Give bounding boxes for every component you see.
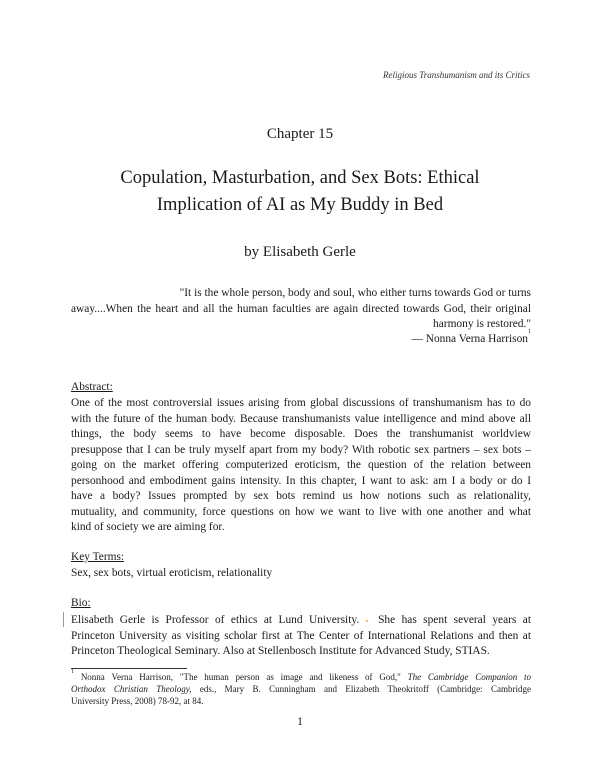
- running-header: Religious Transhumanism and its Critics: [382, 70, 530, 80]
- footnote-line: [71, 684, 531, 695]
- byline: by Elisabeth Gerle: [244, 244, 356, 260]
- abstract-line: personhood and embodiment gains intensity. In this chapter, I want to ask: am I a body or do I: [71, 474, 531, 487]
- key-terms-text: Sex, sex bots, virtual eroticism, relationality: [71, 567, 273, 579]
- abstract-line: things, the body seems to have become disposable. Does the transhumanist worldview: [71, 428, 531, 440]
- chapter-title-line-1: Copulation, Masturbation, and Sex Bots: Ethical: [120, 168, 480, 188]
- footnote-separator: [71, 668, 187, 669]
- bio-line: Princeton University as visiting scholar first at The Center of International Relations and then at: [71, 630, 531, 642]
- page-number: 1: [297, 714, 303, 728]
- epigraph-line: harmony is restored.": [433, 318, 531, 330]
- change-bar: [63, 612, 64, 627]
- footnote-text: Nonna Verna Harrison, "The human person as image and likeness of God,": [80, 672, 401, 682]
- epigraph-line: away....When the heart and all the human faculties are again directed towards God, their original: [71, 303, 531, 315]
- bio-text: She has spent several years at: [378, 614, 531, 626]
- footnote-line: [71, 669, 532, 683]
- chapter-number: Chapter 15: [266, 126, 334, 142]
- footnote-ref[interactable]: 1: [528, 329, 531, 335]
- abstract-line: One of the most controversial issues arising from global discussions of transhumanism has to do: [71, 397, 531, 409]
- attribution-text: — Nonna Verna Harrison: [411, 333, 528, 345]
- footnote-italic: The Cambridge Companion to: [407, 672, 532, 682]
- bio-line: [71, 613, 531, 628]
- abstract-line: presuppose that I can be truly myself apart from my body? With robotic sex partners – sex bots –: [71, 443, 531, 456]
- footnote-text: eds., Mary B. Cunningham and Elizabeth Theokritoff (Cambridge: Cambridge: [199, 684, 532, 694]
- bio-text: Elisabeth Gerle is Professor of ethics at Lund University.: [71, 614, 360, 626]
- abstract-line: with the future of the human body. Because transhumanists value intelligence and mind above all: [71, 412, 531, 425]
- abstract-line: kind of society we are aiming for.: [71, 521, 225, 533]
- bio-label: Bio:: [71, 597, 91, 609]
- bio-line: Princeton Theological Seminary. Also at Stellenbosch Institute for Advanced Study, STIAS.: [71, 645, 490, 657]
- footnote-italic: Orthodox Christian Theology,: [71, 684, 192, 694]
- abstract-line: going on the market offering computerized eroticism, the question of the relation between: [71, 459, 531, 471]
- epigraph-attribution: [411, 329, 531, 346]
- key-terms-label: Key Terms:: [71, 551, 125, 563]
- abstract-label: Abstract:: [71, 381, 113, 393]
- footnote-line: University Press, 2008) 78-92, at 84.: [71, 696, 204, 706]
- abstract-line: have a body? Issues prompted by sex bots remind us how notions such as relationality,: [71, 490, 531, 502]
- footnote-number: 1: [71, 669, 74, 675]
- abstract-line: mutuality, and community, force questions on how we want to live with one another and what: [71, 505, 531, 518]
- epigraph-line: "It is the whole person, body and soul, who either turns towards God or turns: [179, 287, 531, 299]
- chapter-title-line-2: Implication of AI as My Buddy in Bed: [156, 195, 444, 215]
- comment-marker-icon[interactable]: ▪: [365, 617, 372, 625]
